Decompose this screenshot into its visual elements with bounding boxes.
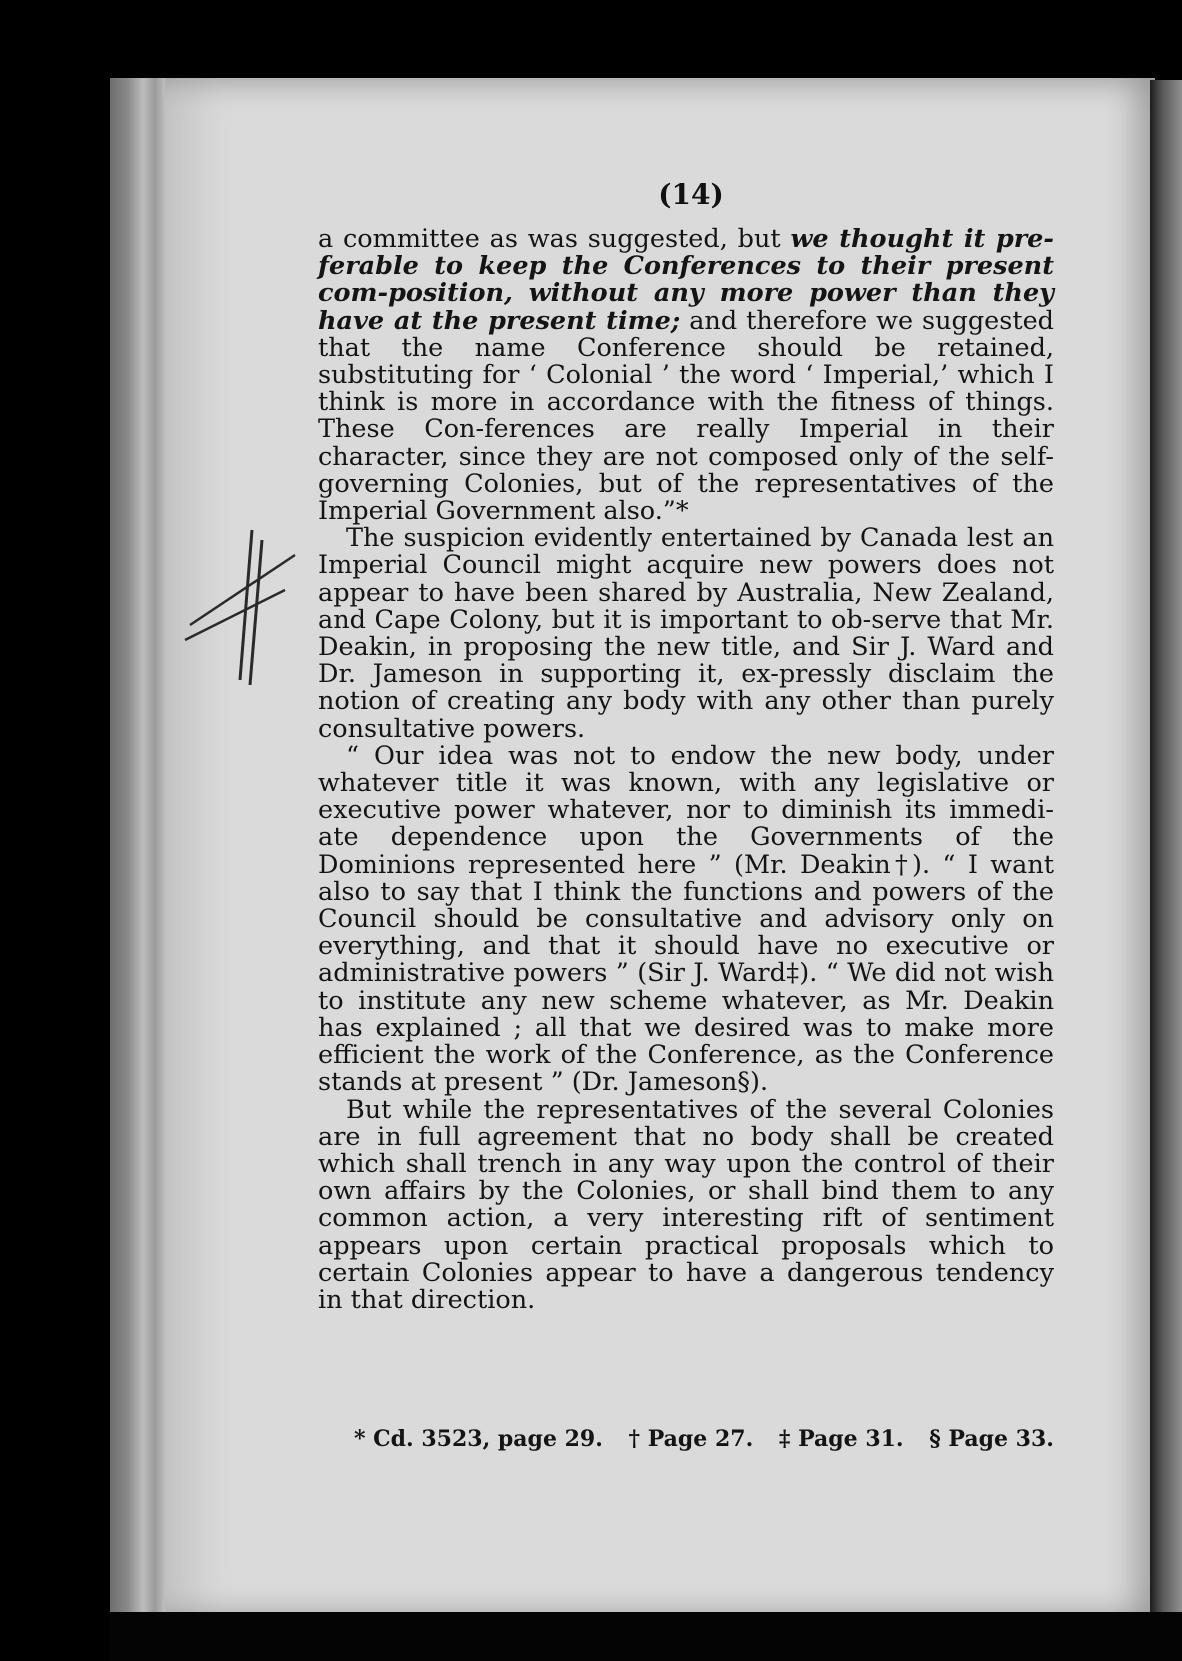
page-number: (14) bbox=[658, 178, 724, 211]
body-text bbox=[318, 226, 1054, 1314]
scan-bottom-border bbox=[110, 1612, 1182, 1661]
page-stack-edge-right bbox=[1150, 80, 1182, 1620]
footnote-3: ‡ Page 31. bbox=[778, 1426, 904, 1452]
paragraph-4-text: But while the representatives of the several Colonies are in full agreement that no body shall be created which shall trench in any way upon the control of their own affairs by the Colonies, or shall bind them to any common action, a very interesting rift of sentiment appears upon certain practical proposals which to certain Colonies appear to have a dangerous tendency in that direction. bbox=[318, 1094, 1054, 1315]
paragraph-1-emphasis: we thought it pre-ferable to keep the Conferences to their present com-position, without any more power than they have at the present time; bbox=[318, 224, 1054, 336]
page-stack-edge-left bbox=[110, 78, 170, 1618]
handwritten-hash-mark-icon bbox=[180, 520, 300, 690]
paragraph-2 bbox=[318, 525, 1054, 743]
paragraph-1 bbox=[318, 226, 1054, 525]
paragraph-1-text-b: and therefore we suggested that the name Conference should be retained, substituting for ‘ Colonial ’ the word ‘ Imperial,’ which I think is more in accordance with the fitness of things. These Con-ferences are really Imperial in their character, since they are not composed only of the self-governing Colonies, but of the representatives of the Imperial Government also.”* bbox=[318, 305, 1054, 527]
paragraph-3-text: “ Our idea was not to endow the new body, under whatever title it was known, with any legislative or executive power whatever, nor to diminish its immedi-ate dependence upon the Governments of the Dominions represented here ” (Mr. Deakin†). “ I want also to say that I think the functions and powers of the Council should be consultative and advisory only on everything, and that it should have no executive or administrative powers ” (Sir J. Ward‡). “ We did not wish to institute any new scheme whatever, as Mr. Deakin has explained ; all that we desired was to make more efficient the work of the Conference, as the Conference stands at present ” (Dr. Jameson§). bbox=[318, 740, 1054, 1098]
footnote-4: § Page 33. bbox=[929, 1426, 1054, 1452]
paragraph-2-text: The suspicion evidently entertained by Canada lest an Imperial Council might acquire new powers does not appear to have been shared by Australia, New Zealand, and Cape Colony, but it is important to ob-serve that Mr. Deakin, in proposing the new title, and Sir J. Ward and Dr. Jameson in supporting it, ex-pressly disclaim the notion of creating any body with any other than purely consultative powers. bbox=[318, 523, 1054, 744]
footnotes bbox=[354, 1426, 1054, 1452]
footnote-2: † Page 27. bbox=[628, 1426, 754, 1452]
paragraph-1-text-a: a committee as was suggested, but bbox=[318, 224, 791, 254]
footnote-1: * Cd. 3523, page 29. bbox=[354, 1426, 603, 1452]
paragraph-3 bbox=[318, 740, 1054, 1098]
paragraph-4 bbox=[318, 1094, 1054, 1315]
